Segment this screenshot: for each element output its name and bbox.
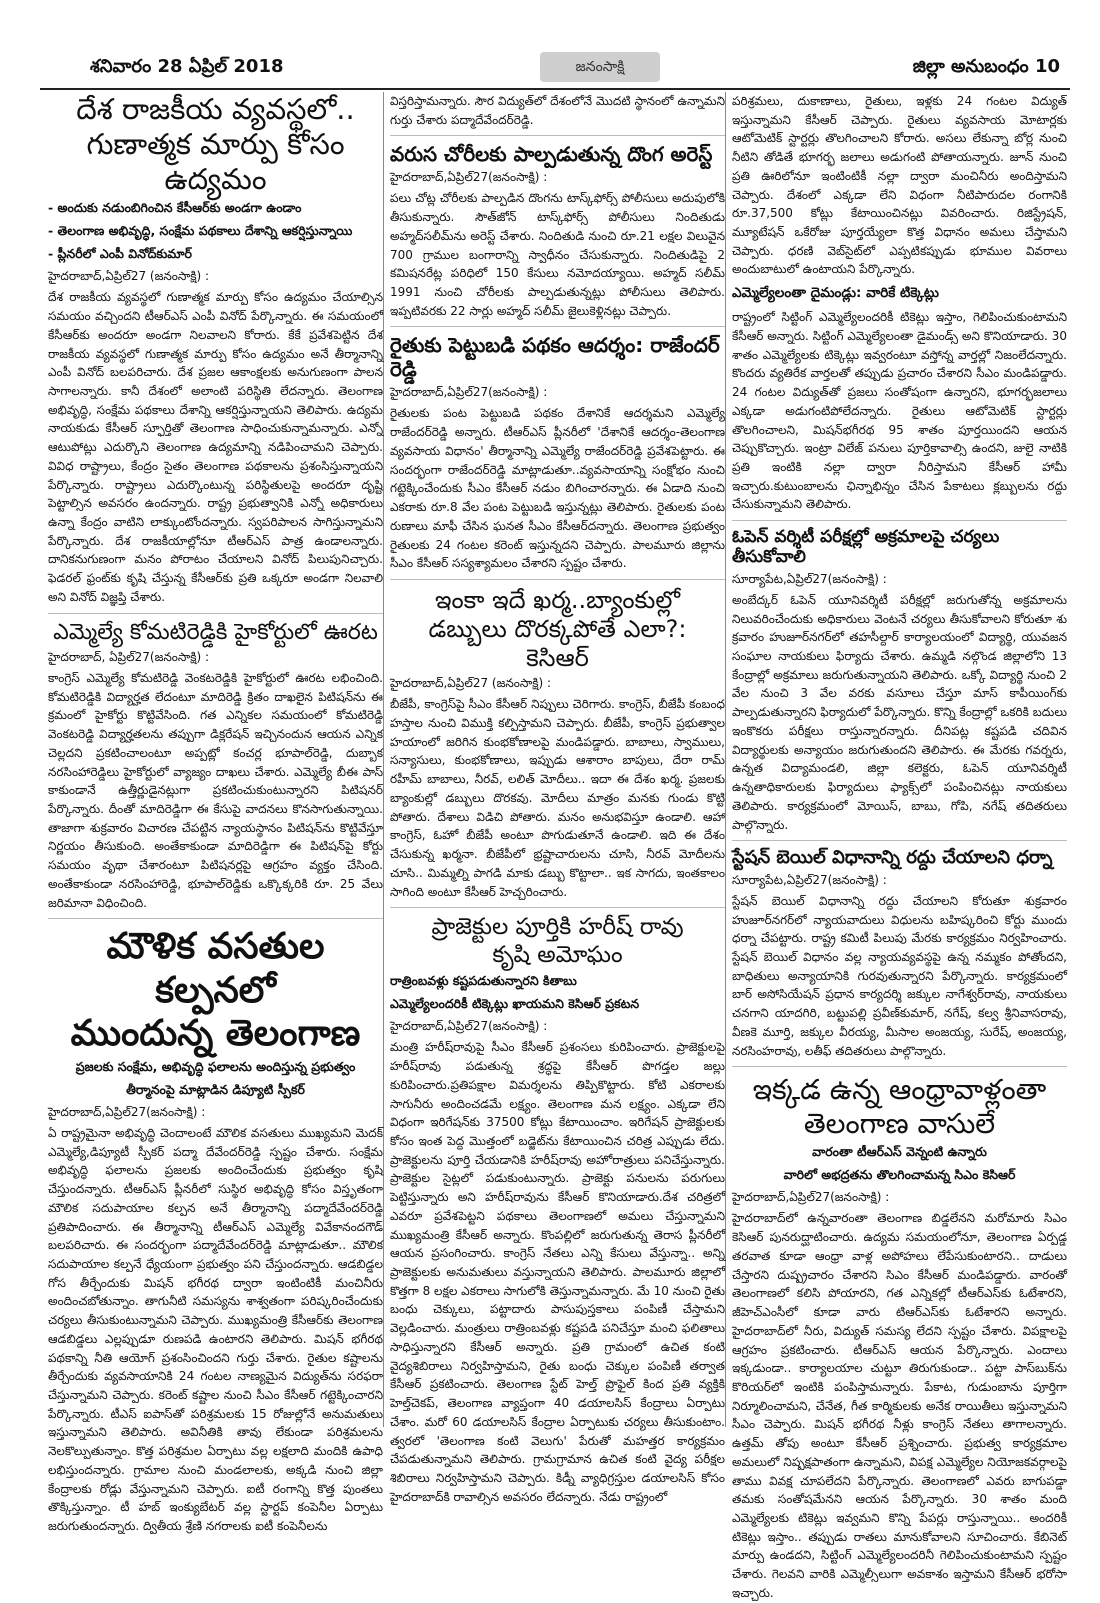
masthead-rule (40, 88, 1070, 90)
headline: ఇంకా ఇదే ఖర్మ..బ్యాంకుల్లో (434, 585, 681, 614)
subheadline: - ప్లీనరీలో ఎంపీ వినోద్‌కుమార్ (48, 246, 192, 262)
headline: రైతుకు పెట్టుబడి పథకం ఆదర్శం: రాజేందర్ రెడ్డి (390, 333, 720, 382)
headline: ఓపెన్ వర్శిటీ పరీక్షల్లో అక్రమాలపై చర్యలు తీసుకోవాలి (732, 527, 1000, 568)
dateline: హైదరాబాద్, ఏప్రిల్27(జనంసాక్షి) : (48, 650, 210, 664)
article-separator (732, 1066, 1067, 1067)
column-1 (48, 92, 383, 1533)
headline: ముందున్న తెలంగాణ (70, 1012, 361, 1054)
article-body: కాంగ్రెస్ ఎమ్మెల్యే కోమటిరెడ్డి వెంకటరెడ్డికి హైకోర్టులో ఊరట లభించింది. కోమటిరెడ్డికి విద్యార్హత లేదంటూ మాదిరెడ్డి క్రితం దాఖలైన పిటిషన్‌ను ఈ క్రమంలో హైకోర్టు కొట్టివేసింది. గత ఎన్నికల సమయంలో కోమటిరెడ్డి వెంకటరెడ్డి విద్యార్హతలను తప్పుగా డిక్లరేషన్ ఇచ్చినందున ఆయన ఎన్నిక చెల్లదని ప్రకటించాలంటూ అప్పట్లో కంచర్ల భూపాల్‌రెడ్డి, దుబ్బాక నరసింహారెడ్డిలు హైకోర్టులో వ్యాజ్యం దాఖలు చేశారు. ఎమ్మెల్యే బీఈ పాస్ కాకుండానే ఉత్తీర్ణుడైనట్లుగా ప్రకటించుకుంటున్నారని పిటిషనర్ పేర్కొన్నారు. దీంతో మాదిరెడ్డిగా ఈ కేసుపై వాదనలు కొనసాగుతున్నాయి. తాజాగా శుక్రవారం విచారణ చేపట్టిన న్యాయస్థానం పిటిషన్‌ను కొట్టివేస్తూ నిర్ణయం తీసుకుంది. అంతేకాకుండా మాదిరెడ్డిగా ఈ పిటిషన్‌పై కోర్టు సమయం వృథా చేశారంటూ పిటిషనర్లపై ఆగ్రహం వ్యక్తం చేసింది. అంతేకాకుండా నరసింహారెడ్డి, భూపాల్‌రెడ్డికు ఒక్కొక్కరికి రూ. 25 వేలు జరిమానా విధించింది. (48, 671, 383, 910)
article-body: హైదరాబాద్‌లో ఉన్నవారంతా తెలంగాణ బిడ్డలేనని మరోమారు సిఎం కెసిఆర్ పునరుద్ఘాటించారు. ఉద్యమ సమయంలోనూ, తెలంగాణ ఏర్పడ్డ తరవాత కూడా ఆంధ్రా వాళ్ల అపోహలు లేపేసుకుంటారని.. దాడులు చేస్తారని దుష్ప్రచారం చేశారని సిఎం కేసీఆర్ మండిపడ్డారు. వారంతో తెలంగాణలో కలిసి పోయారని, గత ఎన్నికల్లో టీఆర్‌ఎస్‌కు ఓటేశారని, జీహెచ్‌ఎంసీలో కూడా వారు టిఆర్‌ఎస్‌కు ఓటేశారని అన్నారు. హైదరాబాద్‌లో నీరు, విద్యుత్ సమస్య లేదని స్పష్టం చేశారు. విపక్షాలపై ఆగ్రహం ప్రకటించారు. టీఆర్‌ఎస్ ఆయన పేర్కొన్నారు. ఎందాలు ఇక్కడుండా.. కార్యాలయాల చుట్టూ తిరుగుకుండా.. పట్టా పాస్‌బుక్‌ను కొరియర్‌లో ఇంటికి పంపిస్తామన్నారు. పేకాట, గుడుంబాను పూర్తిగా నిర్మూలించామని, చేనేత, గీత కార్మికులకు అనేక రాయితీలు ఇస్తున్నామని సీఎం చెప్పారు. మిషన్ భగీరథ నీళ్లు కాంగ్రెస్ నేతలు తాగాలన్నారు. ఉత్తమ్ తోపు అంటూ కేసీఆర్ ప్రశ్నించారు. ప్రభుత్వ కార్యక్రమాల అమలులో నిష్పక్షపాతంగా ఉన్నామని, విపక్ష ఎమ్మెల్యేల నియోజకవర్గాలపై తాము వివక్ష చూపలేదని పేర్కొన్నారు. తెలంగాణలో ఎవరు బాగుపడ్డా తమకు సంతోషమేనని ఆయన పేర్కొన్నారు. 30 శాతం మంది ఎమ్మెల్యేలకు టికెట్లు ఇవ్వమని కొన్ని పేపర్లు రాస్తున్నాయి.. అందరికీ టికెట్లు ఇస్తాం.. తప్పుడు రాతలు మానుకోవాలని సూచించారు. కేబినెట్ మార్పు ఉండదని, సిట్టింగ్ ఎమ్మెల్యేలందరినీ గెలిపించుకుంటామని స్పష్టం చేశారు. గెలవని వారికి ఎమ్మెల్సీలుగా అవకాశం ఇస్తామని కేసీఆర్ భరోసా ఇచ్చారు. (732, 1211, 1067, 1600)
headline: ఎమ్మెల్యే కోమటిరెడ్డికి హైకోర్టులో ఊరట (53, 619, 378, 645)
article-harish-rao (390, 914, 725, 1506)
subheadline: వారంతా టీఆర్‌ఎస్ వెన్నంటి ఉన్నారు (812, 1144, 987, 1160)
article-continuation: పరిశ్రమలు, దుకాణాలు, రైతులు, ఇళ్లకు 24 గంటల విద్యుత్ ఇస్తున్నామని కేసీఆర్ చెప్పారు. రైతులు వ్యవసాయ మోటార్లకు ఆటోమెటిక్ స్టార్టర్లు తొలగించాలని కోరారు. అసలు లేకున్నా బోర్ల నుంచి నీటిని తోడితే భూగర్భ జలాలు అడుగంటి పోతాయన్నారు. జూన్ నుంచి ప్రతి ఊరిలోనూ ఇంటింటికీ నల్లా ద్వారా మంచినీరు అందిస్తామని చెప్పారు. దేశంలో ఎక్కడా లేని విధంగా నీటిపారుదల రంగానికి రూ.37,500 కోట్లు కేటాయించినట్లు వివరించారు. రిజిస్ట్రేషన్, మ్యూటేషన్ ఒకేరోజు పూర్తయ్యేలా కొత్త విధానం అమలు చేస్తామని చెప్పారు. ధరణి వెబ్‌సైట్‌లో ఎప్పటికప్పుడు భూముల వివరాలు అందుబాటులో ఉంటాయని పేర్కొన్నారు. (732, 94, 1067, 277)
subheadline: - అందుకు నడుంబిగించిన కేసీఆర్‌కు అండగా ఉండాం (48, 200, 302, 216)
headline: వరుస చోరీలకు పాల్పడుతున్న దొంగ అరెస్ట్ (390, 142, 713, 167)
subheadline: వారిలో అభద్రతను తొలగించామన్న సిఎం కెసిఆర్ (783, 1167, 1016, 1183)
article-separator (48, 613, 383, 614)
article-body: అంబేద్కర్ ఓపెన్ యూనివర్శిటీ పరీక్షల్లో జరుగుతోన్న అక్రమాలను నిలువరించేందుకు అధికారులు వెంటనే చర్యలు తీసుకోవాలని కోరుతూ శు క్రవారం హుజూర్‌నగర్‌లో తహసీల్దార్ కార్యాలయంలో విద్యార్థి, యువజన సంఘాల నాయకులు ఫిర్యాదు చేశారు. ఉమ్మడి నల్గొండ జిల్లాలోని 13 కేంద్రాల్లో అక్రమాలు జరుగుతున్నాయని తెలిపారు. ఒక్కో విద్యార్థి నుంచి 2 వేల నుంచి 3 వేల వరకు వసూలు చేస్తూ మాస్ కాపీయింగ్‌కు పాల్పడుతున్నారని ఫిర్యాదులో పేర్కొన్నారు. కొన్ని కేంద్రాల్లో ఒకరికి బదులు ఇంకొకరు పరీక్షలు రాస్తున్నారన్నారు. దీనిపట్ల కష్టపడి చదివిన విద్యార్థులకు అన్యాయం జరుగుతుందని తెలిపారు. ఈ మేరకు గవర్నరు, ఉన్నత విద్యామండలి, జిల్లా కలెక్టరు, ఓపెన్ యూనివర్శిటీ ఉన్నతాధికారులకు ఫిర్యాదులు ఫ్యాక్స్‌లో పంపించినట్లు నాయకులు తెలిపారు. కార్యక్రమంలో మోయిస్, బాబు, గోపి, నగేష్ తదితరులు పాల్గొన్నారు. (732, 592, 1067, 832)
paper-logo: జనంసాక్షి (540, 52, 660, 82)
headline: మౌళిక వసతుల కల్పనలో (106, 926, 325, 1011)
section-page-number: జిల్లా అనుబంధం 10 (912, 56, 1060, 77)
issue-date: శనివారం 28 ఏప్రిల్ 2018 (90, 56, 284, 77)
headline: కెసిఆర్ (526, 643, 589, 672)
headline: కృషి అమోఘం (492, 941, 623, 968)
article-rythu-bandhu (390, 333, 725, 572)
article-mla-tickets (732, 285, 1067, 514)
headline: డబ్బులు దొరక్కపోతే ఎలా?: (428, 614, 687, 643)
article-separator (390, 579, 725, 580)
dateline: హైదరాబాద్,ఏప్రిల్27 (జనంసాక్షి) : (48, 269, 210, 284)
column-3 (732, 92, 1067, 1600)
article-kcr-banks (390, 586, 725, 901)
dateline: హైదరాబాద్,ఏప్రిల్27(జనంసాక్షి) : (48, 1104, 206, 1119)
article-open-university (732, 527, 1067, 834)
article-body: దేశ రాజకీయ వ్యవస్థలో గుణాత్మక మార్పు కోసం ఉద్యమం చేయాల్సిన సమయం వచ్చిందని టీఆర్‌ఎస్ ఎంపీ వినోద్ పేర్కొన్నారు. ఈ సమయంలో కేసీఆర్‌కు అందరూ అండగా నిలవాలని కోరారు. కేకే ప్రవేశపెట్టిన దేశ రాజకీయ వ్యవస్థలో గుణాత్మక మార్పు కోసం ఉద్యమం అనే తీర్మానాన్ని ఎంపీ వినోద్ బలపరిచారు. దేశ ప్రజల ఆకాంక్షలకు అనుగుణంగా పాలన సాగాలన్నారు. కానీ దేశంలో అలాంటి పరిస్థితి లేదన్నారు. తెలంగాణ అభివృద్ధి, సంక్షేమ పథకాలు దేశాన్ని ఆకర్షిస్తున్నాయని తెలిపారు. ఉద్యమ నాయకుడు కేసీఆర్ స్ఫూర్తితో తెలంగాణ సాధించుకున్నామన్నారు. ఎన్నో ఆటుపోట్లు ఎదుర్కొని తెలంగాణ ఉద్యమాన్ని నడిపించామని చెప్పారు. వివిధ రాష్ట్రాలు, కేంద్రం సైతం తెలంగాణ పథకాలను ప్రశంసిస్తున్నాయని పేర్కొన్నారు. రాష్ట్రాలు ఎదుర్కొంటున్న పరిస్థితులపై అందరూ దృష్టి పెట్టాల్సిన అవసరం ఉందన్నారు. రాష్ట్ర ప్రభుత్వానికి ఎన్నో అధికారులు ఉన్నా కేంద్రం వాటిని లాక్కుంటోందన్నారు. స్వపరిపాలన సాగిస్తున్నామని పేర్కొన్నారు. దేశ రాజకీయాల్లోనూ టీఆర్‌ఎస్ పాత్ర ఉండాలన్నారు. దానికనుగుణంగా మనం పోరాటం చేయాలని వినోద్ పిలుపునిచ్చారు. ఫెడరల్ ఫ్రంట్‌కు కృషి చేస్తున్న కేసీఆర్‌కు ప్రతి ఒక్కరూ అండగా నిలవాలి అని వినోద్ విజ్ఞప్తి చేశారు. (48, 290, 383, 604)
article-andhra-people (732, 1073, 1067, 1602)
dateline: హైదరాబాద్,ఏప్రిల్27(జనంసాక్షి) : (390, 170, 548, 185)
article-body: ఏ రాష్ట్రమైనా అభివృద్ధి చెందాలంటే మౌలిక వసతులు ముఖ్యమని మెదక్ ఎమ్మెల్యే,డిప్యూటీ స్పీకర్ పద్మా దేవేందర్‌రెడ్డి స్పష్టం చేశారు. సంక్షేమ అభివృద్ధి ఫలాలను ప్రజలకు అందించేందుకు ప్రభుత్వం కృషి చేస్తుందన్నారు. టీఆర్‌ఎస్ ప్లీనరీలో సుస్థిర అభివృద్ధి కోసం విస్తృతంగా మౌలిక సదుపాయాల కల్పన అనే తీర్మానాన్ని పద్మాదేవేందర్‌రెడ్డి ప్రతిపాదించారు. ఈ తీర్మానాన్ని టీఆర్‌ఎస్ ఎమ్మెల్యే వివేకానందగౌడ్ బలపరిచారు. ఈ సందర్భంగా పద్మాదేవేందర్‌రెడ్డి మాట్లాడుతూ.. మౌలిక సదుపాయాల కల్పనే ధ్యేయంగా ప్రభుత్వం పని చేస్తుందన్నారు. ఆడబిడ్డల గోస తీర్చేందుకు మిషన్ భగీరథ ద్వారా ఇంటింటికీ మంచినీరు అందించబోతున్నాం. తాగునీటి సమస్యను శాశ్వతంగా పరిష్కరించేందుకు చర్యలు తీసుకుంటున్నామని చెప్పారు. ముఖ్యమంత్రి కేసీఆర్‌కు తెలంగాణ ఆడబిడ్డలు ఎల్లప్పుడూ రుణపడి ఉంటారని తెలిపారు. మిషన్ భగీరథ పథకాన్ని నీతి ఆయోగ్ ప్రశంసించిందని గుర్తు చేశారు. రైతుల కష్టాలను తీర్చేందుకు వ్యవసాయానికి 24 గంటల నాణ్యమైన విద్యుత్‌ను సరఫరా చేస్తున్నామని చెప్పారు. కరెంట్ కష్టాల నుంచి సీఎం కేసీఆర్ గట్టెక్కించారని పేర్కొన్నారు. టీఎస్ ఐపాస్‌తో పరిశ్రమలకు 15 రోజుల్లోనే అనుమతులు ఇస్తున్నామని తెలిపారు. అవినీతికి తావు లేకుండా పరిశ్రమలను నెలకొల్పుతున్నాం. కొత్త పరిశ్రమల ఏర్పాటు వల్ల లక్షలాది మందికి ఉపాధి లభిస్తుందన్నారు. గ్రామాల నుంచి మండలాలకు, అక్కడి నుంచి జిల్లా కేంద్రాలకు రోడ్లు వేస్తున్నామని చెప్పారు. ఐటీ రంగాన్ని కొత్త పుంతలు తొక్కిస్తున్నాం. టీ హబ్ ఇంక్యుబేటర్ వల్ల స్టార్టప్ కంపెనీల ఏర్పాటు జరుగుతుందన్నారు. ద్వితీయ శ్రేణి నగరాలకు ఐటీ కంపెనీలను (48, 1125, 383, 1533)
column-2 (390, 92, 725, 1504)
column-divider (383, 92, 384, 1427)
subheadline: రాత్రింబవళ్లు కష్టపడుతున్నారని కితాబు (390, 973, 577, 989)
article-body: రాష్ట్రంలో సిట్టింగ్ ఎమ్మెల్యేలందరికీ టికెట్లు ఇస్తాం, గెలిపించుకుంటామని కేసీఆర్ అన్నారు. సిట్టింగ్ ఎమ్మెల్యేలంతా డైమండ్స్ అని కొనియాడారు. 30 శాతం ఎమ్మెల్యేలకు టిక్కెట్లు ఇవ్వరంటూ వస్తోన్న వార్తల్లో నిజంలేదన్నారు. కొందరు వ్యతిరేక వార్తలతో తప్పుడు ప్రచారం చేశారని సీఎం మండిపడ్డారు. 24 గంటల విద్యుత్‌తో ప్రజలు సంతోషంగా ఉన్నారని, భూగర్భజలాలు ఎక్కడా అడుగంటిపోలేదన్నారు. రైతులు ఆటోమెటిక్ స్టార్టర్లు తొలగించాలని, మిషన్‌భగీరథ 95 శాతం పూర్తయిందని ఆయన చెప్పుకొచ్చారు. ఇంట్రా విలేజ్ పనులు పూర్తికావాల్సి ఉందని, జులై నాటికి ప్రతి ఇంటికి నల్లా ద్వారా నీరిస్తామని కేసీఆర్ హామీ ఇచ్చారు.కుటుంబాలను ఛిన్నాభిన్నం చేసిన పేకాటలు క్లబ్బులను రద్దు చేసుకున్నామని తెలిపారు. (732, 310, 1067, 512)
column-divider (725, 92, 726, 1427)
article-thief-arrest (390, 142, 725, 320)
subheadline: ఎమ్మెల్యేలందరికీ టిక్కెట్లు ఖాయమని కెసిఆర్ ప్రకటన (390, 996, 640, 1012)
headline: ప్రాజెక్టుల పూర్తికి హరీష్ రావు (431, 914, 684, 941)
article-separator (732, 840, 1067, 841)
dateline: హైదరాబాద్,ఏప్రిల్27(జనంసాక్షి) : (390, 1019, 548, 1034)
article-political-change (48, 92, 383, 607)
subheadline: ప్రజలకు సంక్షేమ, అభివృద్ధి ఫలాలను అందిస్తున్న ప్రభుత్వం (75, 1058, 356, 1074)
headline: ఇక్కడ ఉన్న ఆంధ్రావాళ్లంతా (752, 1073, 1047, 1107)
dateline: సూర్యాపేట,ఏప్రిల్27(జనంసాక్షి) : (732, 571, 887, 586)
subheadline: - తెలంగాణ అభివృద్ధి, సంక్షేమ పథకాలు దేశాన్ని ఆకర్షిస్తున్నాయి (48, 223, 353, 239)
article-continuation: విస్తరిస్తామన్నారు. సౌర విద్యుత్‌లో దేశంలోనే మొదటి స్థానంలో ఉన్నామని గుర్తు చేశారు పద్మాదేవేందర్‌రెడ్డి. (390, 94, 725, 127)
article-separator (48, 918, 383, 919)
headline: దేశ రాజకీయ వ్యవస్థలో.. (76, 92, 355, 126)
headline: స్టేషన్ బెయిల్ విధానాన్ని రద్దు చేయాలని ధర్నా (732, 847, 1053, 869)
article-body: మంత్రి హరీష్‌రావుపై సీఎం కేసీఆర్ ప్రశంసలు కురిపించారు. ప్రాజెక్టులపై హరీష్‌రావు పడుతున్న శ్రద్ధపై కేసీఆర్ పొగడ్తల జల్లు కురిపించారు.ప్రతిపక్షాల విమర్శలను తిప్పికొట్టారు. కోటి ఎకరాలకు సాగునీరు అందించడమే లక్ష్యం. తెలంగాణ మన లక్ష్యం. ఎక్కడా లేని విధంగా ఇరిగేషన్‌కు 37500 కోట్లు కేటాయించాం. ఇరిగేషన్ ప్రాజెక్టులకు కోసం ఇంత పెద్ద మొత్తంలో బడ్జెట్‌ను కేటాయించిన చరిత్ర ఎప్పుడు లేదు. ప్రాజెక్టులను పూర్తి చేయడానికి హరీష్‌రావు అహోరాత్రులు పనిచేస్తున్నారు. ప్రాజెక్టుల సైట్లలో పడుకుంటున్నారు. ప్రాజెక్టు పనులను పరుగులు పెట్టిస్తున్నారు అని హరీష్‌రావును కేసీఆర్ కొనియాడారు.దేశ చరిత్రలో ఎవరూ ప్రవేశపెట్టని పథకాలు తెలంగాణలో అమలు చేస్తున్నామని ముఖ్యమంత్రి కేసీఆర్ అన్నారు. కొంపల్లిలో జరుగుతున్న తెరాస ప్లీనరీలో ఆయన ప్రసంగించారు. కాంగ్రెస్ నేతలు ఎన్ని కేసులు వేస్తున్నా.. అన్ని ప్రాజెక్టులకు అనుమతులు వస్తున్నాయని తెలిపారు. పాలమూరు జిల్లాలో కొత్తగా 8 లక్షల ఎకరాలు సాగులోకి తెస్తున్నామన్నారు. మే 10 నుంచి రైతు బంధు చెక్కులు, పట్టాదారు పాసుపుస్తకాలు పంపిణీ చేస్తామని వెల్లడించారు. మంత్రులు రాత్రింబవళ్లు కష్టపడి పనిచేస్తూ మంచి ఫలితాలు సాధిస్తున్నారని కేసీఆర్ అన్నారు. ప్రతి గ్రామంలో ఉచిత కంటి వైద్యశిబిరాలు నిర్వహిస్తామని, రైతు బంధు చెక్కుల పంపిణీ తర్వాత కేసీఆర్ ప్రకటించారు. తెలంగాణ స్టేట్ హెల్త్ ప్రొఫైల్ కింద ప్రతి వ్యక్తికి హెల్త్‌చెకప్, తెలంగాణ వ్యాప్తంగా 40 డయాలసిస్ కేంద్రాలు ఏర్పాటు చేశాం. మరో 60 డయాలసిస్ కేంద్రాల ఏర్పాటుకు చర్యలు తీసుకుంటాం. త్వరలో 'తెలంగాణ కంటి వెలుగు' పేరుతో మహత్తర కార్యక్రమం చేపడుతున్నామని తెలిపారు. గ్రామగ్రామాన ఉచిత కంటి వైద్య పరీక్షల శిబిరాలు నిర్వహిస్తామని చెప్పారు. కిడ్నీ వ్యాధిగ్రస్తుల డయాలసిస్ కోసం హైదరాబాద్‌కి రావాల్సిన అవసరం లేదన్నారు. నేడు రాష్ట్రంలో (390, 1040, 725, 1504)
article-body: స్టేషన్ బెయిల్ విధానాన్ని రద్దు చేయాలని కోరుతూ శుక్రవారం హుజూర్‌నగర్‌లో న్యాయవాదులు విధులను బహిష్కరించి కోర్టు ముందు ధర్నా చేపట్టారు. రాష్ట్ర కమిటీ పిలుపు మేరకు కార్యక్రమం నిర్వహించారు. స్టేషన్ బెయిల్ విధానం వల్ల న్యాయవ్యవస్థపై ఉన్న నమ్మకం పోతోందని, బాధితులు అన్యాయానికి గురవుతున్నారని పేర్కొన్నారు. కార్యక్రమంలో బార్ అసోసియేషన్ ప్రధాన కార్యదర్శి జక్కుల నాగేశ్వర్‌రావు, నాయకులు చనగాని యాదగిరి, బట్టుపల్లి ప్రవీణ్‌కుమార్, నగేష్, కల్వ శ్రీనివాసరావు, వీణకె మూర్తి, జక్కుల వీరయ్య, మీసాల అంజయ్య, సురేష్, అంజయ్య, నరసింహరావు, లతీఫ్ తదితరులు పాల్గొన్నారు. (732, 893, 1067, 1058)
dateline: హైదరాబాద్,ఏప్రిల్27 (జనంసాక్షి) : (390, 676, 552, 691)
article-body: పలు చోట్ల చోరీలకు పాల్పడిన దొంగను టాస్క్‌ఫోర్స్ పోలీసులు అదుపులోకి తీసుకున్నారు. సౌత్‌జోన్ టాస్క్‌ఫోర్స్ పోలీసులు నిందితుడు అహ్మద్‌సలీమ్‌ను అరెస్ట్ చేశారు. నిందితుడి నుంచి రూ.21 లక్షల విలువైన 700 గ్రాముల బంగారాన్ని స్వాధీనం చేసుకున్నారు. నిందితుడిపై 2 కమిషనరేట్ల పరిధిలో 150 కేసులు నమోదయ్యాయి. అహ్మద్ సలీమ్ 1991 నుంచి చోరీలకు పాల్పడుతున్నట్లు పోలీసులు తెలిపారు. ఇప్పటివరకు 22 సార్లు అహ్మద్ సలీమ్ జైలుకెళ్లినట్లు చెప్పారు. (390, 191, 725, 318)
subheadline: తీర్మానంపై మాట్లాడిన డిప్యూటి స్పీకర్ (126, 1081, 305, 1097)
article-infrastructure (48, 925, 383, 1535)
dateline: హైదరాబాద్,ఏప్రిల్27(జనంసాక్షి) : (732, 1190, 890, 1205)
dateline: హైదరాబాద్,ఏప్రిల్27(జనంసాక్షి) : (390, 385, 548, 400)
article-body: బీజేపీ, కాంగ్రెస్‌పై సీఎం కేసీఆర్ నిప్పులు చెరిగారు. కాంగ్రెస్, బీజేపీ కంబంధ హస్తాల నుంచి విముక్తి కల్పిస్తామని చెప్పారు. బీజేపీ, కాంగ్రెస్ ప్రభుత్వాల హయాంలో జరిగిన కుంభకోణాలపై మండిపడ్డారు. బాబాలు, స్వాములు, సన్యాసులు, కుంభకోణాలు, ఇప్పుడు ఆశారాం బాపులు, దేరా రామ్ రహీమ్ బాబాలు, నీరవ్, లలిత్ మోదీలు.. ఇదా ఈ దేశం ఖర్మ. ప్రజలకు బ్యాంకుల్లో డబ్బులు దొరకవు. మోదీలు మాత్రం మనకు గుండు కొట్టి పోతారు. దేశాలు విడిచి పోతారు. మనం అనుభవిస్తూ ఉండాలి. ఆహా కాంగ్రెస్, ఓహో బీజేపీ అంటూ పొగుడుతూనే ఉండాలి. ఇది ఈ దేశం చేసుకున్న ఖర్మనా. బీజేపీలో భ్రష్టాచారులను చూసి, నీరవ్ మోదీలను చూసి.. మిమ్మల్ని పాగడి మాకు డబ్బు కొట్టాలా.. ఇక సాగదు, ఇంతకాలం సాగింది అంటూ కేసీఆర్ హెచ్చరించారు. (390, 697, 725, 899)
article-station-bail (732, 847, 1067, 1060)
article-separator (390, 135, 725, 136)
article-separator (390, 907, 725, 908)
article-komatireddy (48, 620, 383, 913)
article-body: రైతులకు పంట పెట్టుబడి పథకం దేశానికే ఆదర్శమని ఎమ్మెల్యే రాజేందర్‌రెడ్డి అన్నారు. టీఆర్‌ఎస్ ప్లీనరీలో 'దేశానికే ఆదర్శం-తెలంగాణ వ్యవసాయ విధానం' తీర్మానాన్ని ఎమ్మెల్యే రాజేందర్‌రెడ్డి ప్రవేశపెట్టారు. ఈ సందర్భంగా రాజేందర్‌రెడ్డి మాట్లాడుతూ..వ్యవసాయాన్ని సంక్షోభం నుంచి గట్టెక్కించేందుకు సీఎం కేసీఆర్ నడుం బిగించారన్నారు. ఈ ఏడాది నుంచి ఎకరాకు రూ.8 వేల పంట పెట్టుబడి ఇస్తున్నట్లు తెలిపారు. రైతులకు పంట రుణాలు మాఫీ చేసిన ఘనత సీఎం కేసీఆర్‌దన్నారు. తెలంగాణ ప్రభుత్వం రైతులకు 24 గంటల కరెంట్ ఇస్తున్నదని చెప్పారు. పాలమూరు జిల్లాను సీఎం కేసీఆర్ సస్యశ్యామలం చేశారని స్పష్టం చేశారు. (390, 406, 725, 571)
headline: తెలంగాణ వాసులే (803, 1106, 996, 1140)
dateline: సూర్యాపేట,ఏప్రిల్27(జనంసాక్షి) : (732, 872, 887, 887)
article-separator (390, 326, 725, 327)
section-subhead: ఎమ్మెల్యేలంతా దైమండ్లు: వారికే టిక్కెట్లు (732, 285, 939, 302)
masthead (40, 52, 1070, 88)
article-separator (732, 520, 1067, 521)
headline: గుణాత్మక మార్పు కోసం ఉద్యమం (86, 126, 345, 196)
